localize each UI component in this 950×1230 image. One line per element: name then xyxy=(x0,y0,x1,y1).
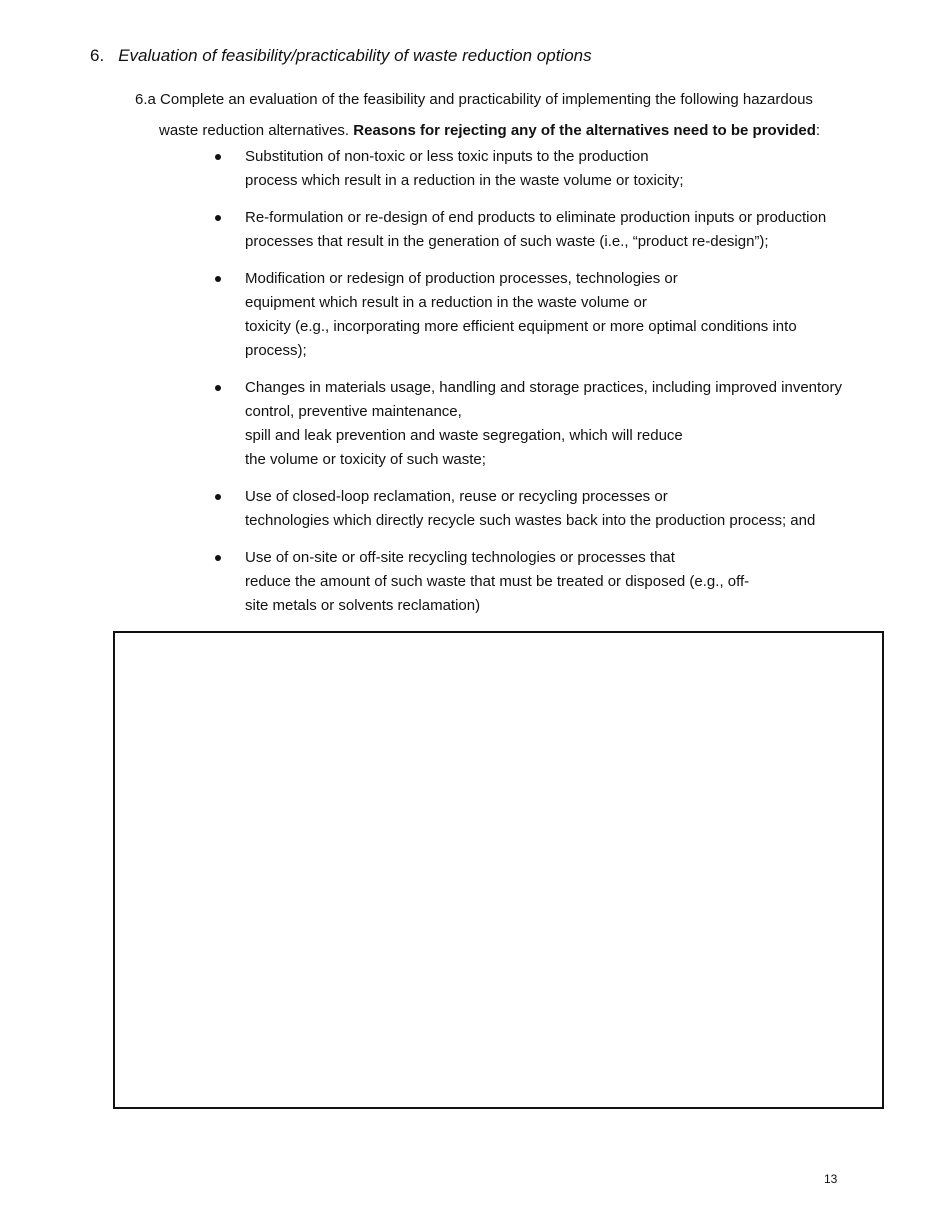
list-item-line: site metals or solvents reclamation) xyxy=(245,597,481,614)
list-item-line: Re-formulation or re-design of end products to eliminate production inputs or production xyxy=(245,209,827,226)
section-title: Evaluation of feasibility/practicability of waste reduction options xyxy=(118,46,592,65)
question-text-line2: waste reduction alternatives. xyxy=(159,122,350,139)
list-item-line: Use of on-site or off-site recycling technologies or processes that xyxy=(245,549,675,566)
bullet-icon xyxy=(215,555,221,561)
bullet-icon xyxy=(215,276,221,282)
page-number: 13 xyxy=(824,1172,838,1186)
list-item-line: Substitution of non-toxic or less toxic inputs to the production xyxy=(245,148,649,165)
list-item-line: the volume or toxicity of such waste; xyxy=(245,451,486,468)
question-trailing: : xyxy=(815,122,821,139)
list-item-line: control, preventive maintenance, xyxy=(245,403,462,420)
list-item-line: spill and leak prevention and waste segregation, which will reduce xyxy=(245,427,683,444)
bullet-icon xyxy=(215,215,221,221)
list-item-line: Changes in materials usage, handling and storage practices, including improved inventory xyxy=(245,379,843,396)
list-item xyxy=(215,145,875,193)
list-item-line: toxicity (e.g., incorporating more efficient equipment or more optimal conditions into xyxy=(245,318,797,335)
list-item-line: process which result in a reduction in the waste volume or toxicity; xyxy=(245,172,684,189)
list-item xyxy=(215,485,875,533)
list-item xyxy=(215,206,875,254)
bullet-icon xyxy=(215,494,221,500)
list-item-line: equipment which result in a reduction in the waste volume or xyxy=(245,294,647,311)
answer-text-box[interactable] xyxy=(113,631,884,1109)
list-item xyxy=(215,267,875,363)
question-line-2 xyxy=(135,115,875,146)
list-item-line: process); xyxy=(245,342,307,359)
bullet-icon xyxy=(215,154,221,160)
bullet-icon xyxy=(215,385,221,391)
question-line-1 xyxy=(135,91,813,108)
section-heading xyxy=(90,46,592,66)
list-item-line: technologies which directly recycle such wastes back into the production process; and xyxy=(245,512,816,529)
list-item-line: Use of closed-loop reclamation, reuse or recycling processes or xyxy=(245,488,668,505)
alternatives-list xyxy=(215,145,875,631)
list-item-line: processes that result in the generation of such waste (i.e., “product re-design”); xyxy=(245,233,769,250)
question-bold-text: Reasons for rejecting any of the alternatives need to be provided xyxy=(353,122,816,139)
section-number: 6. xyxy=(90,46,105,65)
list-item-line: Modification or redesign of production processes, technologies or xyxy=(245,270,678,287)
question-text-line1: Complete an evaluation of the feasibility and practicability of implementing the following hazardous xyxy=(160,91,813,108)
list-item xyxy=(215,546,875,618)
question-label: 6.a xyxy=(135,91,156,108)
list-item xyxy=(215,376,875,472)
question-6a xyxy=(135,84,875,146)
list-item-line: reduce the amount of such waste that must be treated or disposed (e.g., off- xyxy=(245,573,750,590)
